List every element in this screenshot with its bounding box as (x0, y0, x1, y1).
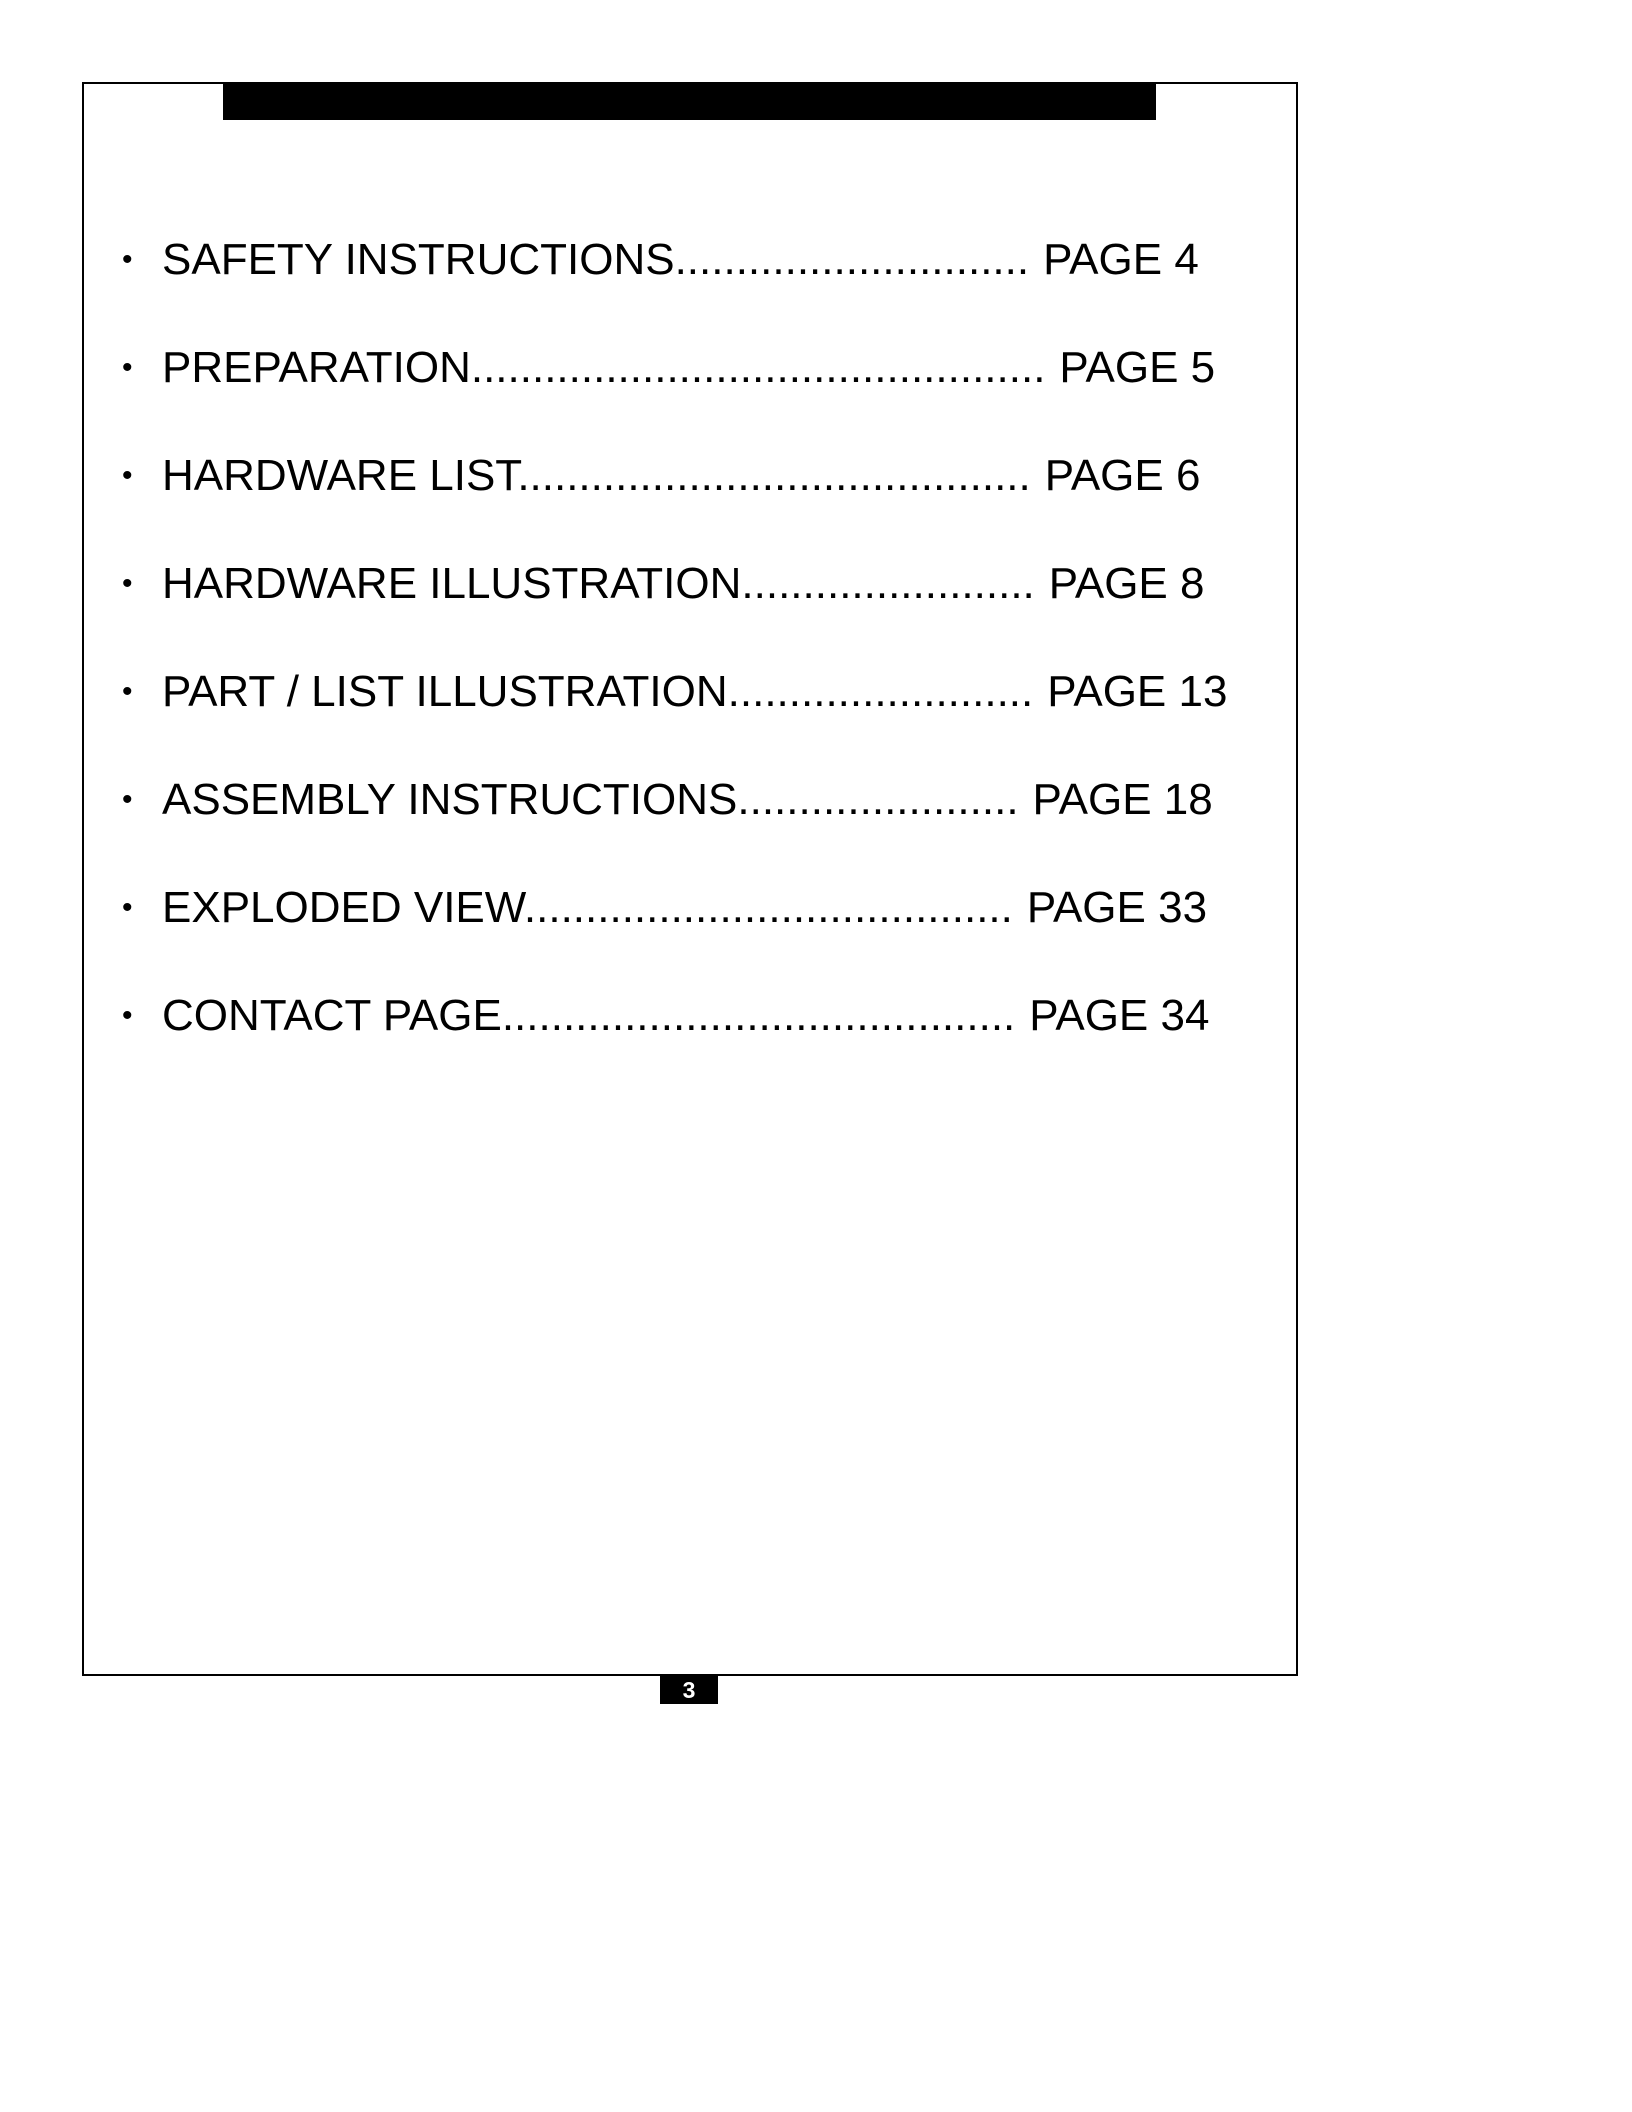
toc-entry-exploded-view[interactable] (122, 878, 1207, 938)
toc-entry-contact-page[interactable] (122, 986, 1209, 1046)
toc-entry-preparation[interactable] (122, 338, 1215, 398)
toc-leader-dots: ....................... (737, 775, 1019, 824)
toc-leader-dots: ......................... (727, 667, 1034, 716)
toc-page-ref: PAGE 18 (1032, 775, 1213, 824)
toc-leader-dots: ........................ (741, 559, 1035, 608)
toc-title: CONTACT PAGE (162, 991, 502, 1040)
toc-entry-hardware-illustration[interactable] (122, 554, 1204, 614)
toc-title: HARDWARE LIST (162, 451, 518, 500)
bullet-icon: • (122, 567, 133, 600)
page-number-badge: 3 (660, 1676, 718, 1704)
toc-entry-hardware-list[interactable] (122, 446, 1200, 506)
toc-leader-dots: .......................................... (501, 991, 1016, 1040)
toc-title: HARDWARE ILLUSTRATION (162, 559, 742, 608)
bullet-icon: • (122, 459, 133, 492)
toc-title: PART / LIST ILLUSTRATION (162, 667, 728, 716)
toc-entry-part-list-illustration[interactable] (122, 662, 1227, 722)
toc-title: ASSEMBLY INSTRUCTIONS (162, 775, 738, 824)
toc-title: SAFETY INSTRUCTIONS (162, 235, 675, 284)
toc-page-ref: PAGE 5 (1059, 343, 1216, 392)
bullet-icon: • (122, 891, 133, 924)
bullet-icon: • (122, 675, 133, 708)
toc-leader-dots: ............................................... (470, 343, 1046, 392)
bullet-icon: • (122, 351, 133, 384)
toc-page-ref: PAGE 13 (1047, 667, 1228, 716)
bullet-icon: • (122, 783, 133, 816)
toc-page-ref: PAGE 4 (1043, 235, 1199, 284)
toc-page-ref: PAGE 8 (1048, 559, 1205, 608)
toc-leader-dots: ........................................ (523, 883, 1013, 932)
toc-leader-dots: ............................. (674, 235, 1030, 284)
toc-entry-safety-instructions[interactable] (122, 230, 1199, 290)
toc-leader-dots: .......................................... (517, 451, 1031, 500)
toc-page-ref: PAGE 34 (1029, 991, 1210, 1040)
toc-page-ref: PAGE 33 (1026, 883, 1208, 932)
bullet-icon: • (122, 243, 133, 276)
toc-page-ref: PAGE 6 (1044, 451, 1201, 500)
bullet-icon: • (122, 999, 133, 1032)
header-bar (223, 82, 1156, 120)
toc-entry-assembly-instructions[interactable] (122, 770, 1213, 830)
toc-title: PREPARATION (162, 343, 471, 392)
toc-title: EXPLODED VIEW (162, 883, 524, 932)
